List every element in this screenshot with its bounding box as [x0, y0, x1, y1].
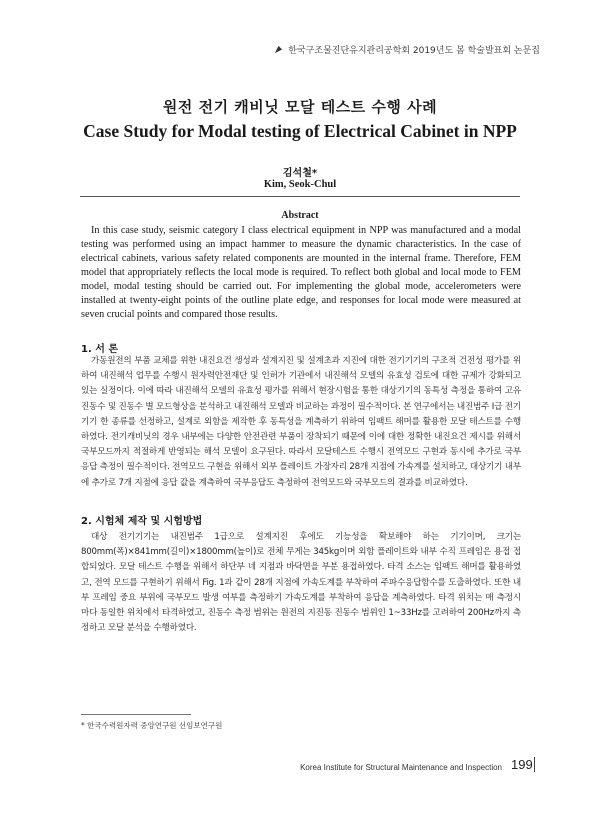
running-header — [274, 43, 540, 56]
footer-divider — [534, 757, 535, 772]
abstract-heading: Abstract — [281, 210, 319, 221]
arrow-icon — [274, 45, 283, 54]
author-affiliation-footnote: * 한국수력원자력 중앙연구원 선임보연구원 — [81, 721, 223, 730]
title-divider — [80, 196, 520, 197]
abstract-body: In this case study, seismic category I class electrical equipment in NPP was manufactured and a modal testing was performed using an impact hammer to measure the dynamic characteristics. In the case of electrical cabinets, various safety related components are mounted in the internal frame. Therefore, FEM model that appropriately reflects the local mode is required. To reflect both global and local mode to FEM model, modal testing should be carried out. For implementing the global mode, accelerometers were installed at twenty-eight points of the outline plate edge, and responses for local mode were measured at seven crucial points and compared those results. — [81, 225, 521, 320]
title-english: Case Study for Modal testing of Electrical Cabinet in NPP — [83, 121, 517, 141]
author-korean: 김석철* — [282, 168, 318, 179]
author-english: Kim, Seok-Chul — [263, 179, 337, 190]
section-1-body: 가동원전의 부품 교체를 위한 내진요건 생성과 설계지진 및 설계초과 지진에 대한 전기기기의 구조적 건전성 평가를 위하여 내진해석 업무를 수행시 원자력안전재단 및 인허가 기관에서 내진해석 모델의 유효성 검토에 대한 규제가 강화되고 있는 실정이다. 이에 따라 내진해석 모델의 유효성 평가를 위해서 현장시험을 통한 대상기기의 동특성 측정을 통하여 고유진동수 및 진동수 별 모드형상을 분석하고 내진해석 모델과 비교하는 과정이 필수적이다. 본 연구에서는 내진범주 I급 전기기기 한 종류를 선정하고, 설계로 외함을 제작한 후 동특성을 계측하기 위하여 임팩트 해머를 활용한 모달 테스트를 수행하였다. 전기캐비닛의 경우 내부에는 다양한 안전관련 부품이 장착되기 때문에 이에 대한 정확한 내진요건 제시를 위해서 국부모드까지 적절하게 반영되는 해석 모델이 요구된다. 따라서 모달테스트 수행시 전역모드 구현과 동시에 추가로 국부응답 측정이 필수적이다. 전역모드 구현을 위해서 외부 플레이트 가장자리 28개 지점에 가속계를 설치하고, 대상기기 내부에 추가로 7개 지점에 응답 값을 계측하여 국부응답도 측정하여 전역모드와 국부모드의 결과를 비교하였다. — [81, 356, 521, 488]
title-korean: 원전 전기 캐비닛 모달 테스트 수행 사례 — [162, 98, 438, 116]
page-number: 199 — [511, 757, 533, 772]
footer-institution: Korea Institute for Structural Maintenance and Inspection — [300, 763, 502, 772]
section-2-body: 대상 전기기기는 내진범주 1급으로 설계지진 후에도 기능성을 확보해야 하는 기기이며, 크기는 800mm(폭)×841mm(길이)×1800mm(높이)로 전체 무게는 345kg이며 외함 플레이트와 내부 수직 프레임은 용접 접합되었다. 모달 테스트 수행을 위해서 하단부 네 지점과 바닥면을 부분 용접하였다. 타격 소스는 임팩트 해머를 활용하였고, 전역 모드를 구현하기 위해서 Fig. 1과 같이 28개 지점에 가속도계를 부착하여 주파수응답함수를 도출하였다. 또한 내부 프레임 중요 부위에 국부모드 발생 여부를 측정하기 가속도계를 부착하여 응답을 계측하였다. 타격 위치는 매 측정시 마다 동일한 위치에서 타격하였고, 진동수 측정 범위는 원전의 지진동 진동수 범위인 1~33Hz를 고려하여 200Hz까지 측정하고 모달 분석을 수행하였다. — [81, 532, 521, 634]
footnote-divider — [81, 714, 191, 715]
section-1-heading: 1. 서 론 — [81, 344, 119, 355]
section-2-heading: 2. 시험체 제작 및 시험방법 — [81, 516, 203, 527]
header-text: 한국구조물진단유지관리공학회 2019년도 봄 학술발표회 논문집 — [288, 46, 540, 56]
